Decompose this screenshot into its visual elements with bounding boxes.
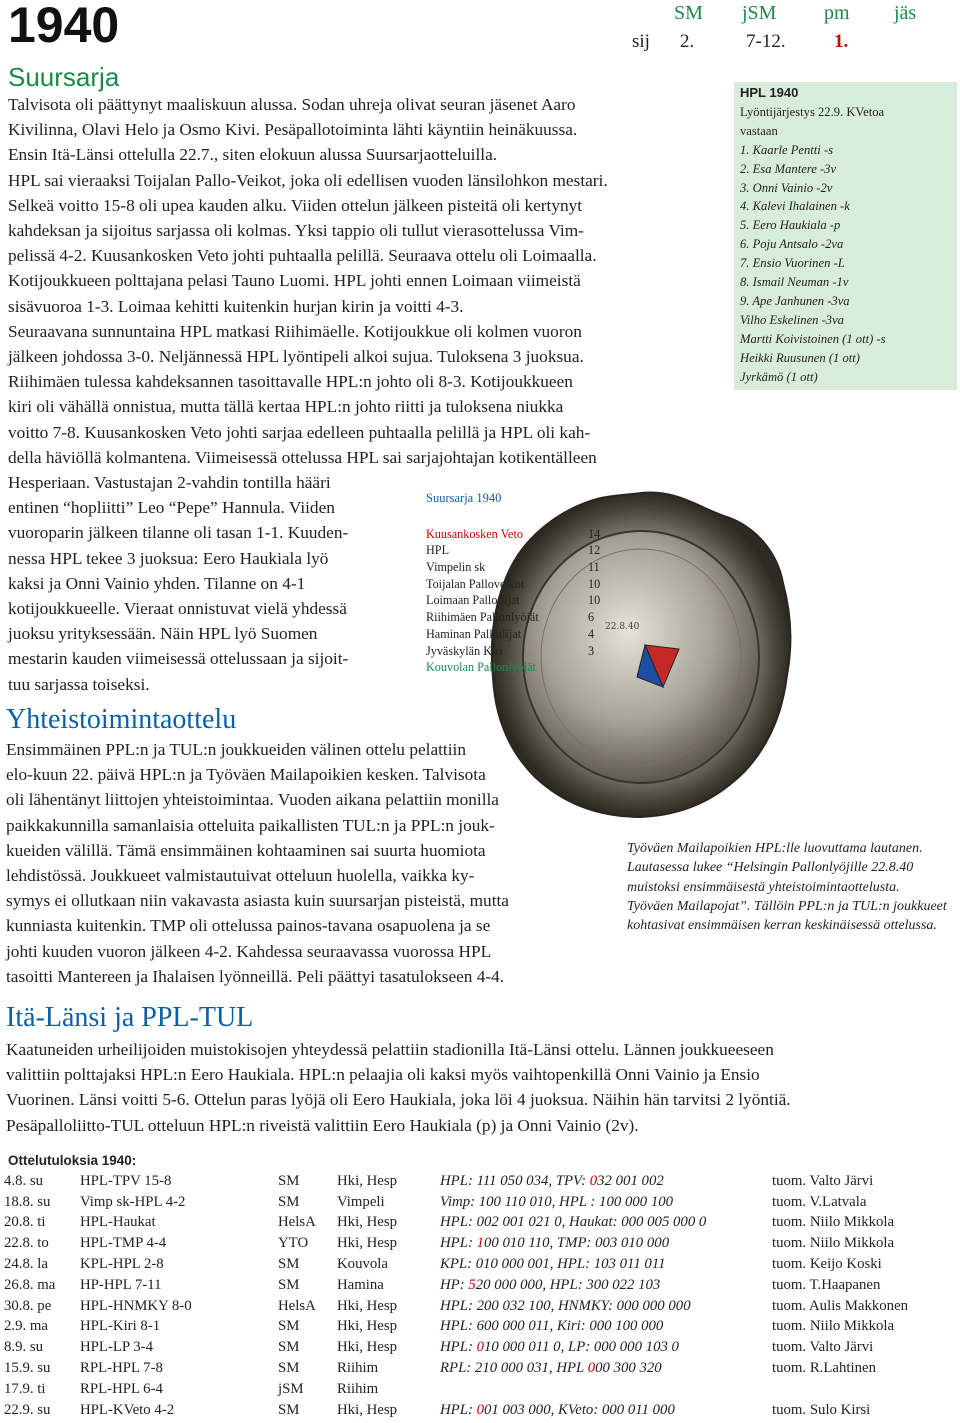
value-sm: 2. xyxy=(680,31,695,52)
yhteis-heading: Yhteistoimintaottelu xyxy=(6,704,237,735)
result-row xyxy=(4,1254,908,1275)
result-date: 24.8. la xyxy=(4,1256,48,1273)
standings-table xyxy=(426,490,606,676)
result-match: RPL-HPL 7-8 xyxy=(80,1360,163,1377)
results-title: Ottelutuloksia 1940: xyxy=(8,1153,137,1168)
innings-text: HPL: xyxy=(440,1339,477,1356)
result-date: 8.9. su xyxy=(4,1339,44,1356)
result-date: 18.8. su xyxy=(4,1193,51,1210)
result-series: SM xyxy=(278,1339,300,1356)
result-place: Hki, Hesp xyxy=(337,1401,398,1418)
result-place: Hki, Hesp xyxy=(337,1297,398,1314)
result-row xyxy=(4,1233,908,1254)
result-innings xyxy=(440,1233,772,1254)
label-sij: sij xyxy=(632,31,650,52)
result-series: HelsA xyxy=(278,1214,316,1231)
result-row xyxy=(4,1379,908,1400)
result-date: 4.8. su xyxy=(4,1172,44,1189)
result-innings xyxy=(440,1254,772,1275)
result-series: SM xyxy=(278,1172,300,1189)
result-row xyxy=(4,1337,908,1358)
result-row xyxy=(4,1400,908,1421)
result-match: Vimp sk-HPL 4-2 xyxy=(80,1193,186,1210)
result-series: SM xyxy=(278,1318,300,1335)
result-innings xyxy=(440,1171,772,1192)
standings-row: Riihimäen Pallonlyöjät 6 xyxy=(426,610,595,625)
standings-row: Toijalan Palloveikot 10 xyxy=(426,576,601,591)
result-innings xyxy=(440,1337,772,1358)
result-umpire: tuom. Aulis Makkonen xyxy=(772,1297,909,1314)
innings-text: 00 010 110, TMP: 003 010 000 xyxy=(484,1235,670,1252)
result-match: HPL-Kiri 8-1 xyxy=(80,1318,161,1335)
standings-row: Jyväskylän Kiri 3 xyxy=(426,643,595,658)
innings-text: HPL: xyxy=(440,1235,477,1252)
innings-highlight: 0 xyxy=(476,1401,484,1418)
result-innings xyxy=(440,1275,772,1296)
result-place: Kouvola xyxy=(337,1256,388,1273)
result-place: Hki, Hesp xyxy=(337,1318,398,1335)
result-series: jSM xyxy=(278,1380,304,1397)
result-date: 17.9. ti xyxy=(4,1380,46,1397)
result-place: Hki, Hesp xyxy=(337,1235,398,1252)
value-jsm: 7-12. xyxy=(746,31,786,52)
result-match: HPL-TPV 15-8 xyxy=(80,1172,172,1189)
result-umpire: tuom. Sulo Kirsi xyxy=(772,1401,871,1418)
result-umpire: tuom. R.Lahtinen xyxy=(772,1360,876,1377)
hpl-lineup-box: HPL 1940 Lyöntijärjestys 22.9. KVetoa vastaan 1. Kaarle Pentti -s 2. Esa Mantere -3v 3. Onni Vainio -2v 4. Kalevi Ihalainen -k 5. Eero Haukiala -p 6. Poju Antsalo -2va 7. Ensio Vuorinen -L 8. Ismail Neuman -1v 9. Ape Janhunen -3va Vilho Eskelinen -3va Martti Koivistoinen (1 ott) -s Heikki Ruusunen (1 ott) Jyrkämö (1 ott) xyxy=(734,82,957,390)
innings-text: HPL: 002 001 021 0, Haukat: 000 005 000 0 xyxy=(440,1214,707,1231)
result-umpire: tuom. Valto Järvi xyxy=(772,1172,874,1189)
innings-text: RPL: 210 000 031, HPL xyxy=(440,1360,588,1377)
result-date: 30.8. pe xyxy=(4,1297,52,1314)
result-date: 2.9. ma xyxy=(4,1318,48,1335)
innings-text: HPL: 600 000 011, Kiri: 000 100 000 xyxy=(440,1318,664,1335)
result-match: RPL-HPL 6-4 xyxy=(80,1380,163,1397)
result-match: KPL-HPL 2-8 xyxy=(80,1256,164,1273)
result-date: 22.9. su xyxy=(4,1401,51,1418)
result-umpire: tuom. Keijo Koski xyxy=(772,1256,882,1273)
result-place: Hki, Hesp xyxy=(337,1339,398,1356)
result-umpire: tuom. Valto Järvi xyxy=(772,1339,874,1356)
innings-text: KPL: 010 000 001, HPL: 103 011 011 xyxy=(440,1256,666,1273)
suursarja-heading: Suursarja xyxy=(8,62,120,92)
result-umpire xyxy=(772,1379,908,1400)
result-innings xyxy=(440,1358,772,1379)
result-series: SM xyxy=(278,1360,300,1377)
result-place: Riihim xyxy=(337,1360,379,1377)
result-date: 22.8. to xyxy=(4,1235,49,1252)
result-row xyxy=(4,1296,908,1317)
innings-highlight: 0 xyxy=(476,1339,484,1356)
result-innings xyxy=(440,1379,772,1400)
result-innings xyxy=(440,1400,772,1421)
result-date: 20.8. ti xyxy=(4,1214,46,1231)
result-row xyxy=(4,1317,908,1338)
result-place: Vimpeli xyxy=(337,1193,385,1210)
result-row xyxy=(4,1275,908,1296)
result-series: HelsA xyxy=(278,1297,316,1314)
label-jas: jäs xyxy=(894,2,917,24)
yhteis-text: Ensimmäinen PPL:n ja TUL:n joukkueiden välinen ottelu pelattiin elo-kuun 22. päivä HPL:n ja Työväen Mailapoikien kesken. Talvisota oli lähentänyt liittojen yhteistoimintaa. Vuoden aikana pelattiin monilla paikkakunnilla samanlaisia otteluita paikallisten TUL:n ja PPL:n jouk- kueiden välillä. Tämä ensimmäinen kohtaaminen sai suurta huomiota lehdistössä. Joukkueet valmistautuivat otteluun huolella, vaikka ky- symys ei ollutkaan niin vakavasta asiasta kuin suursarjan pisteistä, mutta kunniasta kuitenkin. TMP oli ottelussa painos-tavana osapuolena ja se johti kuuden vuoron jälkeen 4-2. Kahdessa seuraavassa vuorossa HPL tasoitti Mantereen ja Ihalaisen lyönneillä. Peli päättyi tasatulokseen 4-4. xyxy=(6,740,509,986)
result-innings xyxy=(440,1317,772,1338)
result-innings xyxy=(440,1192,772,1213)
innings-text: HPL: 200 032 100, HNMKY: 000 000 000 xyxy=(440,1297,691,1314)
result-match: HPL-Haukat xyxy=(80,1214,156,1231)
result-match: HPL-HNMKY 8-0 xyxy=(80,1297,192,1314)
result-place: Riihim xyxy=(337,1380,379,1397)
result-date: 15.9. su xyxy=(4,1360,51,1377)
result-umpire: tuom. Niilo Mikkola xyxy=(772,1235,895,1252)
innings-highlight: 1 xyxy=(476,1235,484,1252)
result-row xyxy=(4,1358,908,1379)
standings-row: Haminan Palloilijat 4 xyxy=(426,626,595,641)
innings-highlight: 0 xyxy=(587,1360,596,1377)
result-series: SM xyxy=(278,1401,300,1418)
standings-row: Vimpelin sk 11 xyxy=(426,560,600,575)
result-series: SM xyxy=(278,1193,300,1210)
result-umpire: tuom. Niilo Mikkola xyxy=(772,1214,895,1231)
innings-text: 00 300 320 xyxy=(595,1360,662,1377)
innings-text: 32 001 002 xyxy=(597,1172,664,1189)
value-pm: 1. xyxy=(834,31,849,52)
innings-highlight: 5 xyxy=(468,1276,476,1293)
label-jsm: jSM xyxy=(742,2,777,24)
label-sm: SM xyxy=(674,2,703,24)
innings-text: HP: xyxy=(440,1276,469,1293)
result-umpire: tuom. V.Latvala xyxy=(772,1193,867,1210)
standings-row: Loimaan Palloilijat 10 xyxy=(426,593,601,608)
result-series: YTO xyxy=(278,1235,309,1252)
result-place: Hki, Hesp xyxy=(337,1214,398,1231)
results-table xyxy=(4,1171,908,1421)
result-row xyxy=(4,1171,908,1192)
standings-title: Suursarja 1940 xyxy=(426,491,502,505)
result-row xyxy=(4,1213,908,1234)
innings-text: 01 003 000, KVeto: 000 011 000 xyxy=(484,1401,675,1418)
result-match: HP-HPL 7-11 xyxy=(80,1276,162,1293)
page-year: 1940 xyxy=(8,0,120,53)
innings-text: HPL: 111 050 034, TPV: xyxy=(440,1172,590,1189)
result-innings xyxy=(440,1213,772,1234)
innings-text: HPL: xyxy=(440,1401,477,1418)
plate-engraving: 22.8.40 xyxy=(605,622,640,632)
innings-text: Vimp: 100 110 010, HPL : 100 000 100 xyxy=(440,1193,674,1210)
suursarja-text: Talvisota oli päättynyt maaliskuun alussa. Sodan uhreja olivat seuran jäsenet Aaro Kivilinna, Olavi Helo ja Osmo Kivi. Pesäpallotoiminta lähti käyntiin heinäkuussa. Ensin Itä-Länsi ottelulla 22.7., siten elokuun alussa Suursarjaotteluilla. HPL sai vieraaksi Toijalan Pallo-Veikot, joka oli edellisen vuoden länsilohkon mestari. Selkeä voitto 15-8 oli upea kauden alku. Viiden ottelun jälkeen pisteitä oli kertynyt kahdeksan ja sijoitus sarjassa oli kolmas. Yksi tappio oli tullut vierasottelussa Vim- pelissä 4-2. Kuusankosken Veto johti puhtaalla pelillä. Seuraava ottelu oli Loimaalla. Kotijoukkueen polttajana pelasi Tauno Luomi. HPL johti ennen Loimaan viimeistä sisävuoroa 1-3. Loimaa kehitti kuitenkin hurjan kirin ja voitti 4-3. Seuraavana sunnuntaina HPL matkasi Riihimäelle. Kotijoukkue oli kolmen vuoron jälkeen johdossa 3-0. Neljännessä HPL lyöntipeli alkoi sujua. Tuloksena 3 juoksua. Riihimäen tulessa kahdeksannen tasoittavalle HPL:n johto oli 8-3. Kotijoukkueen kiri oli vähällä onnistua, mutta tällä kertaa HPL:n johto riitti ja tuloksena niukka voitto 7-8. Kuusankosken Veto johti sarjaa edelleen puhtaalla pelillä ja HPL oli kah- della häviöllä kolmantena. Viimeisessä ottelussa HPL sai sarjajohtajan kotikentälleen Hesperiaan. Vastustajan 2-vahdin tontilla hääri entinen “hopliitti” Leo “Pepe” Hannula. Viiden vuoroparin jälkeen tilanne oli tasan 1-1. Kuuden- nessa HPL tekee 3 juoksua: Eero Haukiala lyö kaksi ja Onni Vainio yhden. Tilanne on 4-1 kotijoukkueelle. Vieraat onnistuvat vielä yhdessä juoksu yrityksessään. Näin HPL lyö Suomen mestarin kauden viimeisessä ottelussaan ja sijoit- tuu sarjassa toiseksi. xyxy=(8,95,608,694)
standings-row: Kouvolan Pallonlyöjät xyxy=(426,660,537,675)
result-place: Hamina xyxy=(337,1276,384,1293)
result-match: HPL-KVeto 4-2 xyxy=(80,1401,175,1418)
italansi-heading: Itä-Länsi ja PPL-TUL xyxy=(6,1002,254,1033)
innings-text: 20 000 000, HPL: 300 022 103 xyxy=(475,1276,661,1293)
innings-text: 10 000 011 0, LP: 000 000 103 0 xyxy=(484,1339,679,1356)
result-match: HPL-TMP 4-4 xyxy=(80,1235,167,1252)
standings-row: Kuusankosken Veto 14 xyxy=(426,526,601,541)
result-innings xyxy=(440,1296,772,1317)
innings-highlight: 0 xyxy=(589,1172,598,1189)
italansi-text: Kaatuneiden urheilijoiden muistokisojen yhteydessä pelattiin stadionilla Itä-Länsi ottelu. Lännen joukkueeseen valittiin polttajaksi HPL:n Eero Haukiala. HPL:n pelaajia oli kaksi myös vaihtopenkillä Onni Vainio ja Ensio Vuorinen. Länsi voitti 5-6. Ottelun paras lyöjä oli Eero Haukiala, joka löi 4 juoksua. Näihin hän tarvitsi 2 lyöntiä. Pesäpalloliitto-TUL otteluun HPL:n riveistä valittiin Eero Haukiala (p) ja Onni Vainio (2v). xyxy=(6,1040,791,1135)
result-umpire: tuom. Niilo Mikkola xyxy=(772,1318,895,1335)
result-match: HPL-LP 3-4 xyxy=(80,1339,154,1356)
standings-row: HPL 12 xyxy=(426,543,601,558)
plate-caption: Työväen Mailapoikien HPL:lle luovuttama lautanen. Lautasessa lukee “Helsingin Pallonlyöjille 22.8.40 muistoksi ensimmäisestä yhteistoimintaottelusta. Työväen Mailapojat”. Tällöin PPL:n ja TUL:n joukkueet kohtasivat ensimmäisen kerran keskinäisessä ottelussa. xyxy=(627,841,947,934)
result-row xyxy=(4,1192,908,1213)
result-date: 26.8. ma xyxy=(4,1276,56,1293)
result-place: Hki, Hesp xyxy=(337,1172,398,1189)
result-umpire: tuom. T.Haapanen xyxy=(772,1276,881,1293)
result-series: SM xyxy=(278,1256,300,1273)
label-pm: pm xyxy=(824,2,850,24)
result-series: SM xyxy=(278,1276,300,1293)
